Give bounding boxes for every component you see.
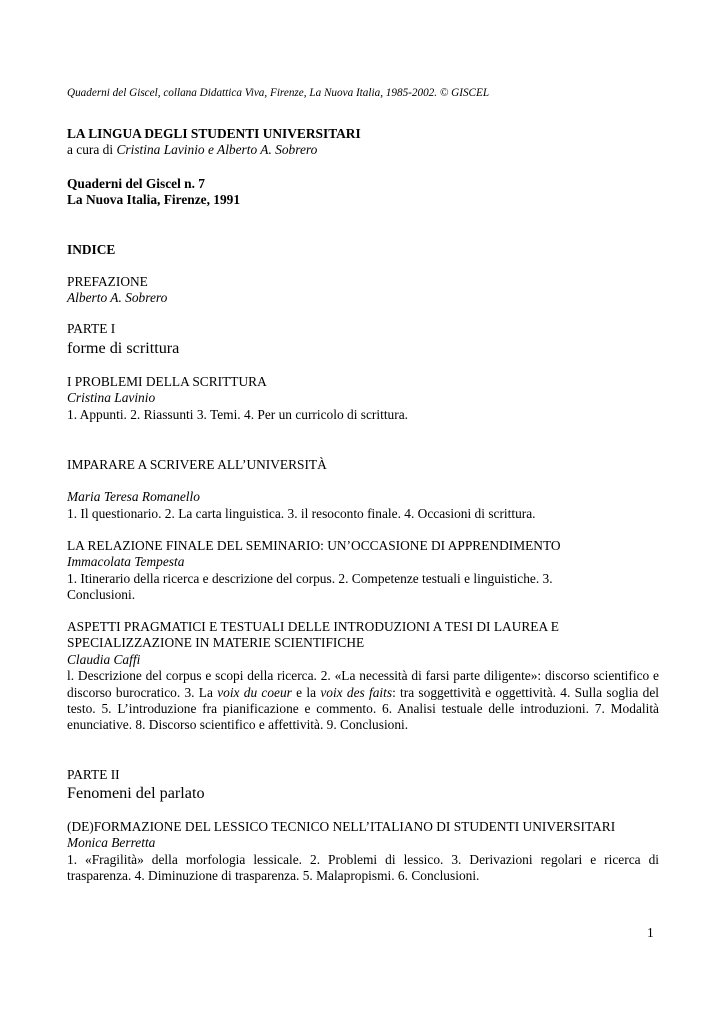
contents-text: l. Descrizione del corpus e scopi della ricerca. 2. «La necessità di farsi parte diligente»: discorso scientifico e discorso burocratico. 3. La <box>67 668 659 700</box>
chapter-author: Maria Teresa Romanello <box>67 489 200 505</box>
chapter-contents-line: 1. Itinerario della ricerca e descrizione del corpus. 2. Competenze testuali e linguistiche. 3. <box>67 570 553 586</box>
chapter-entry <box>67 619 659 734</box>
chapter-contents: 1. Il questionario. 2. La carta linguistica. 3. il resoconto finale. 4. Occasioni di scrittura. <box>67 505 536 521</box>
chapter-contents: 1. Appunti. 2. Riassunti 3. Temi. 4. Per un curricolo di scrittura. <box>67 406 408 422</box>
contents-italic: voix du coeur <box>217 684 292 700</box>
editors-prefix: a cura di <box>67 142 117 158</box>
chapter-author: Immacolata Tempesta <box>67 554 185 570</box>
contents-italic: voix des faits <box>320 684 393 700</box>
parte-2-subtitle: Fenomeni del parlato <box>67 784 205 802</box>
chapter-title-line: ASPETTI PRAGMATICI E TESTUALI DELLE INTRODUZIONI A TESI DI LAUREA E <box>67 619 559 634</box>
chapter-author: Claudia Caffi <box>67 651 141 667</box>
book-title: LA LINGUA DEGLI STUDENTI UNIVERSITARI <box>67 126 361 141</box>
chapter-contents <box>67 668 659 734</box>
chapter-author: Monica Berretta <box>67 835 156 851</box>
series-name: Quaderni del Giscel n. 7 <box>67 176 206 191</box>
chapter-contents: 1. «Fragilità» della morfologia lessicale. 2. Problemi di lessico. 3. Derivazioni regolari e ricerca di trasparenza. 4. Diminuzione di trasparenza. 5. Malapropismi. 6. Conclusioni. <box>67 851 659 884</box>
contents-text: e la <box>291 684 321 700</box>
chapter-title: (DE)FORMAZIONE DEL LESSICO TECNICO NELL’ITALIANO DI STUDENTI UNIVERSITARI <box>67 819 616 834</box>
chapter-entry <box>67 538 659 604</box>
chapter-title: IMPARARE A SCRIVERE ALL’UNIVERSITÀ <box>67 457 327 472</box>
chapter-title-line: SPECIALIZZAZIONE IN MATERIE SCIENTIFICHE <box>67 635 365 651</box>
chapter-title: I PROBLEMI DELLA SCRITTURA <box>67 374 267 389</box>
parte-1-label: PARTE I <box>67 321 116 336</box>
series-info <box>67 176 659 209</box>
chapter-entry <box>67 457 659 522</box>
book-info <box>67 126 659 159</box>
chapter-title: LA RELAZIONE FINALE DEL SEMINARIO: UN’OCCASIONE DI APPRENDIMENTO <box>67 538 561 553</box>
page-number: 1 <box>647 925 654 940</box>
parte-1-subtitle: forme di scrittura <box>67 339 180 357</box>
parte-2-label: PARTE II <box>67 767 120 782</box>
index-heading: INDICE <box>67 242 116 257</box>
prefazione-author: Alberto A. Sobrero <box>67 290 168 306</box>
contents-text: : tra soggettività e oggettività. 4. Sulla soglia del testo. 5. L’introduzione fra pianificazione e commento. 6. Analisi testuale delle introduzioni. 7. Modalità enunciative. 8. Discorso scientifico e affettività. 9. Conclusioni. <box>67 684 659 733</box>
chapter-entry <box>67 819 659 885</box>
chapter-entry <box>67 374 659 423</box>
running-header: Quaderni del Giscel, collana Didattica Viva, Firenze, La Nuova Italia, 1985-2002. © GISCEL <box>67 87 490 99</box>
chapter-author: Cristina Lavinio <box>67 390 156 406</box>
prefazione-title: PREFAZIONE <box>67 274 148 289</box>
book-editors <box>67 142 659 158</box>
publisher: La Nuova Italia, Firenze, 1991 <box>67 192 241 208</box>
prefazione-entry <box>67 274 659 307</box>
editors-names: Cristina Lavinio e Alberto A. Sobrero <box>116 142 318 158</box>
chapter-contents-line: Conclusioni. <box>67 587 136 603</box>
